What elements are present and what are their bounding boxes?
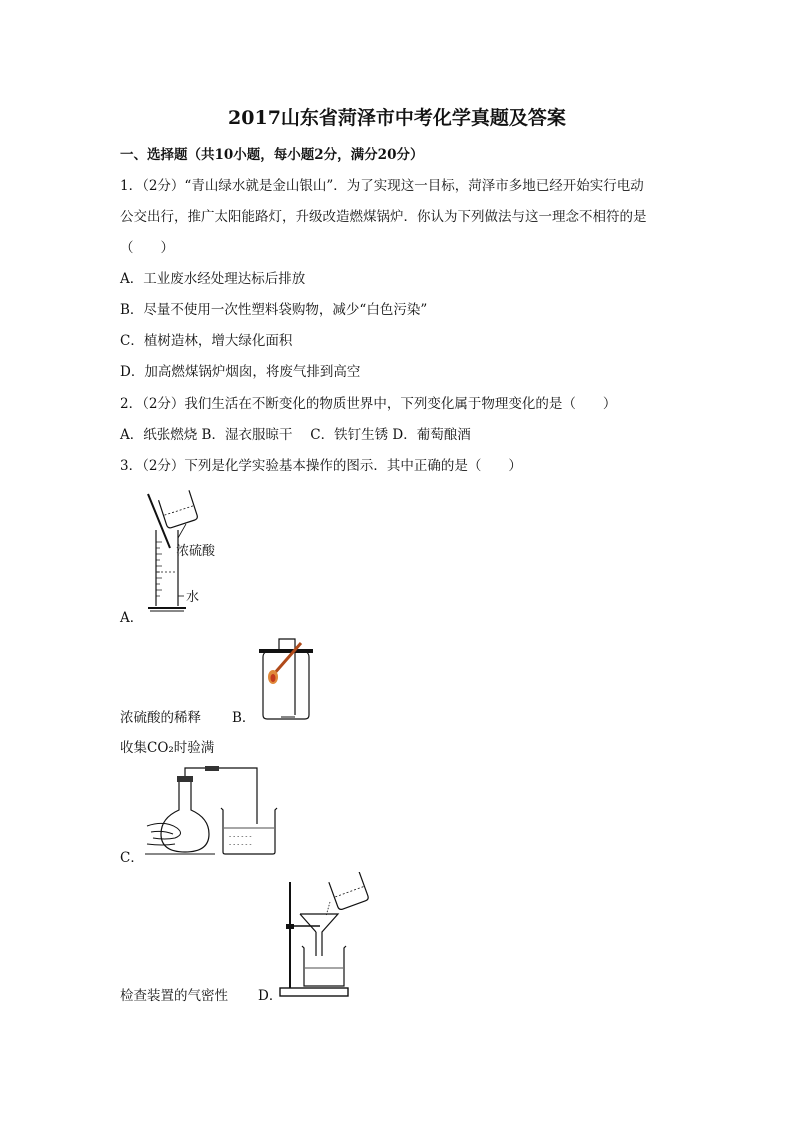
q1-stem-line2: 公交出行，推广太阳能路灯，升级改造燃煤锅炉．你认为下列做法与这一理念不相符的是 [120,209,647,225]
q1-option-a: A．工业废水经处理达标后排放 [120,271,306,287]
q3-caption-c: 检查装置的气密性 [120,988,228,1004]
q3-label-c: C． [120,850,144,866]
figure-a-dilution-diagram [140,488,240,616]
figure-c-airtightness-diagram [145,766,280,858]
q3-caption-b: 收集CO₂时验满 [120,740,215,756]
q1-option-b: B．尽量不使用一次性塑料袋购物，减少“白色污染” [120,302,428,318]
q3-caption-a: 浓硫酸的稀释 [120,710,201,726]
q3-stem: 3．（2分）下列是化学实验基本操作的图示．其中正确的是（ ） [120,458,522,474]
q3-label-b: B． [232,710,256,726]
q1-stem-line3: （ ） [120,240,174,256]
figure-b-co2-test-diagram [255,633,315,725]
q2-stem: 2．（2分）我们生活在不断变化的物质世界中，下列变化属于物理变化的是（ ） [120,396,617,412]
section-heading: 一、选择题（共10小题，每小题2分，满分20分） [120,147,424,163]
q1-stem-line1: 1．（2分）“青山绿水就是金山银山”．为了实现这一目标，菏泽市多地已经开始实行电动 [120,178,644,194]
figure-d-filtration-diagram [278,872,373,1000]
q1-option-d: D．加高燃煤锅炉烟囱，将废气排到高空 [120,364,361,380]
label-water: 水 [186,590,200,605]
q2-options: A．纸张燃烧 B．湿衣服晾干 C．铁钉生锈 D．葡萄酿酒 [120,427,471,443]
page-title: 2017山东省菏泽市中考化学真题及答案 [228,107,566,129]
svg-text:- - - - - -: - - - - - - [229,833,252,840]
q3-label-d: D． [258,988,283,1004]
q1-option-c: C．植树造林，增大绿化面积 [120,333,293,349]
label-concentrated-acid: 浓硫酸 [176,544,216,559]
q3-label-a: A． [120,610,144,626]
svg-text:- - - - - -: - - - - - - [229,841,252,848]
